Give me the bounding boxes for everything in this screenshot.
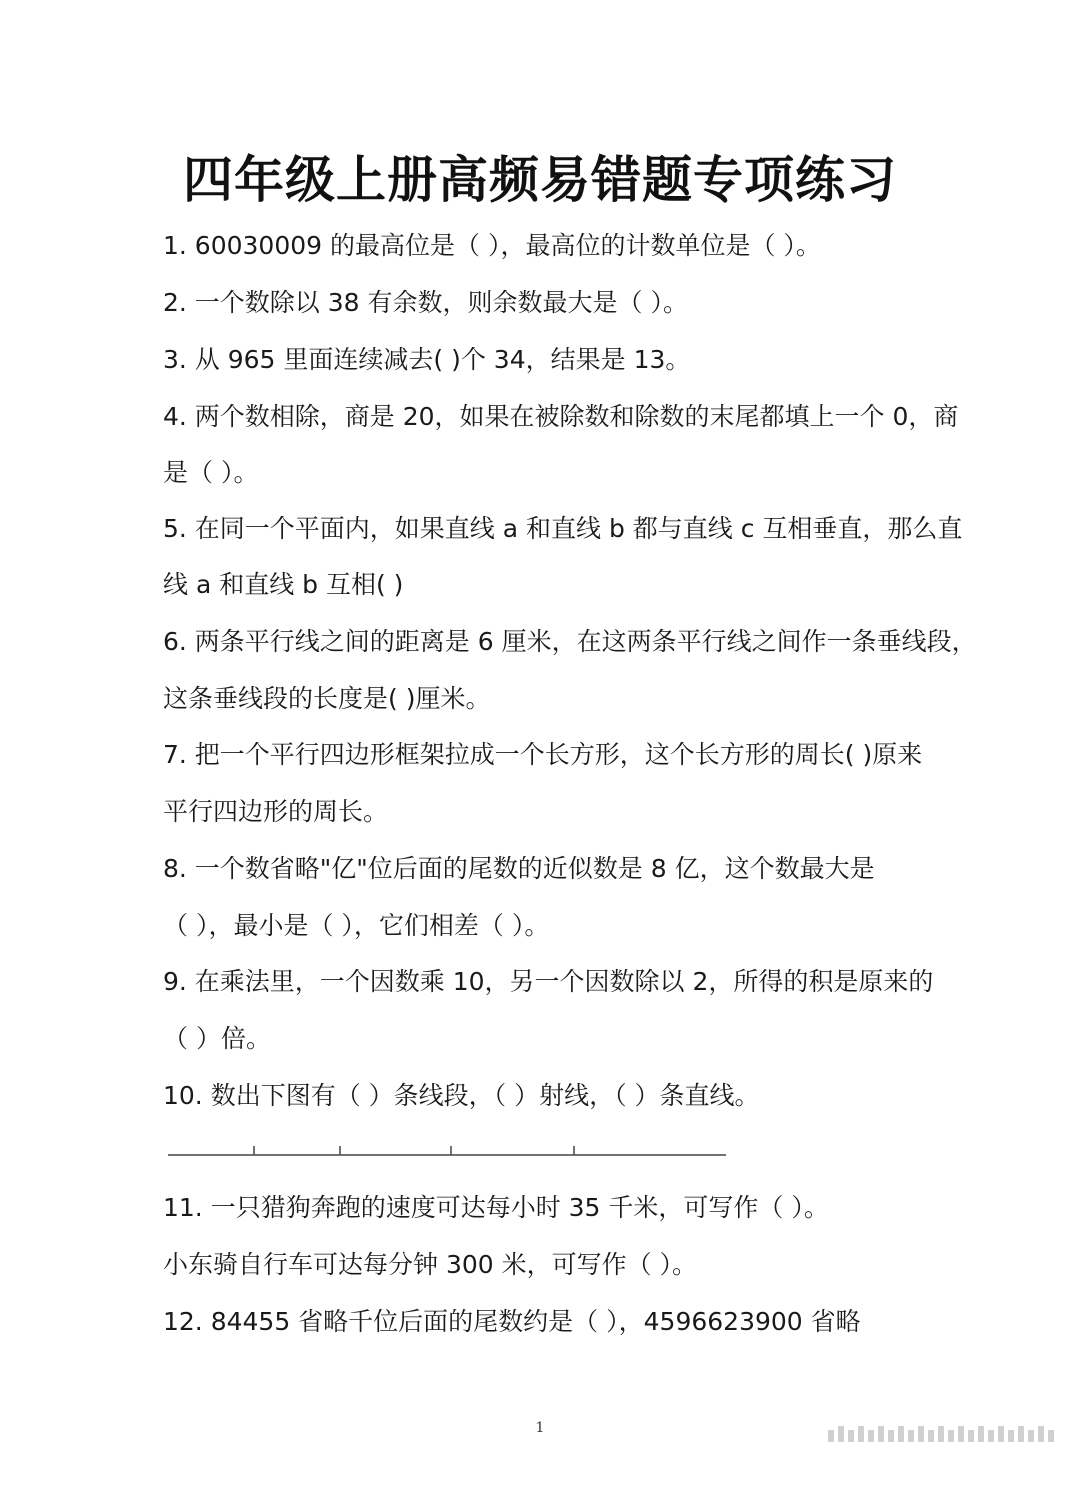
line-segment-figure <box>166 1140 728 1162</box>
question-9-line-1: 9. 在乘法里，一个因数乘 10，另一个因数除以 2，所得的积是原来的 <box>163 967 934 996</box>
question-8-line-2: （ ），最小是（ ），它们相差（ ）。 <box>163 911 550 940</box>
question-5-line-2: 线 a 和直线 b 互相( ) <box>163 570 404 599</box>
question-9-line-2: （ ）倍。 <box>163 1024 271 1053</box>
question-12-line-1: 12. 84455 省略千位后面的尾数约是（ ），4596623900 省略 <box>163 1307 861 1336</box>
question-6-line-2: 这条垂线段的长度是( )厘米。 <box>163 684 491 713</box>
question-10-line-1: 10. 数出下图有（ ）条线段，（ ）射线，（ ）条直线。 <box>163 1081 760 1110</box>
question-8-line-1: 8. 一个数省略"亿"位后面的尾数的近似数是 8 亿，这个数最大是 <box>163 854 875 883</box>
question-5-line-1: 5. 在同一个平面内，如果直线 a 和直线 b 都与直线 c 互相垂直，那么直 <box>163 514 963 543</box>
document-title: 四年级上册高频易错题专项练习 <box>183 151 897 209</box>
question-4-line-1: 4. 两个数相除，商是 20，如果在被除数和除数的末尾都填上一个 0，商 <box>163 402 959 431</box>
question-2-line-1: 2. 一个数除以 38 有余数，则余数最大是（ ）。 <box>163 288 688 317</box>
question-1-line-1: 1. 60030009 的最高位是（ ），最高位的计数单位是（ ）。 <box>163 231 821 260</box>
watermark-bars <box>828 1414 1060 1442</box>
question-3-line-1: 3. 从 965 里面连续减去( )个 34，结果是 13。 <box>163 345 691 374</box>
question-7-line-1: 7. 把一个平行四边形框架拉成一个长方形，这个长方形的周长( )原来 <box>163 740 923 769</box>
page-number: 1 <box>535 1420 545 1436</box>
question-6-line-1: 6. 两条平行线之间的距离是 6 厘米，在这两条平行线之间作一条垂线段， <box>163 627 977 656</box>
question-11-line-2: 小东骑自行车可达每分钟 300 米，可写作（ ）。 <box>163 1250 698 1279</box>
question-7-line-2: 平行四边形的周长。 <box>163 797 389 826</box>
question-4-line-2: 是（ ）。 <box>163 458 259 487</box>
question-11-line-1: 11. 一只猎狗奔跑的速度可达每小时 35 千米，可写作（ ）。 <box>163 1193 829 1222</box>
